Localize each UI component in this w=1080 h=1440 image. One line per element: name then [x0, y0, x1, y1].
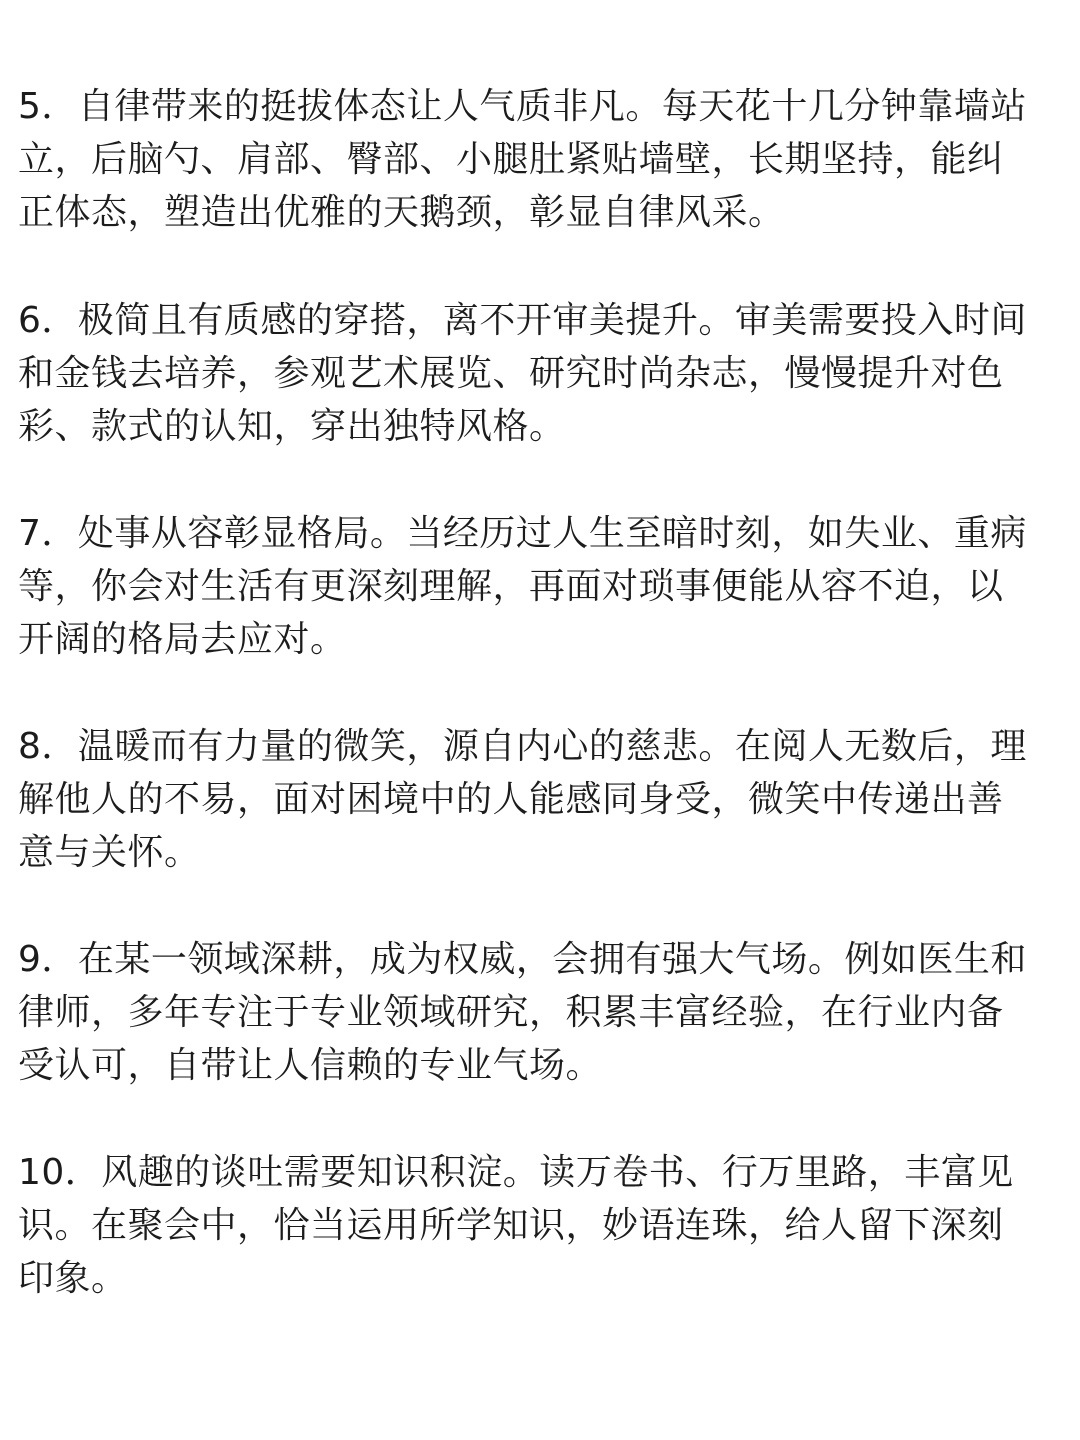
- paragraph-line: 印象。: [18, 1258, 128, 1299]
- paragraph-line: 开阔的格局去应对。: [18, 619, 347, 660]
- paragraph-line: 等，你会对生活有更深刻理解，再面对琐事便能从容不迫，以: [18, 566, 1004, 607]
- paragraph-line: 正体态，塑造出优雅的天鹅颈，彰显自律风采。: [18, 192, 785, 233]
- paragraph-line: 律师，多年专注于专业领域研究，积累丰富经验，在行业内备: [18, 992, 1004, 1033]
- paragraph-tip-10: [18, 1146, 1062, 1305]
- paragraph-line: 意与关怀。: [18, 832, 201, 873]
- paragraph-line: 10．风趣的谈吐需要知识积淀。读万卷书、行万里路，丰富见: [18, 1152, 1014, 1193]
- paragraph-line: 8．温暖而有力量的微笑，源自内心的慈悲。在阅人无数后，理: [18, 726, 1027, 767]
- paragraph-line: 识。在聚会中，恰当运用所学知识，妙语连珠，给人留下深刻: [18, 1205, 1004, 1246]
- paragraph-line: 5．自律带来的挺拔体态让人气质非凡。每天花十几分钟靠墙站: [18, 86, 1027, 127]
- paragraph-line: 和金钱去培养，参观艺术展览、研究时尚杂志，慢慢提升对色: [18, 353, 1004, 394]
- paragraph-line: 彩、款式的认知，穿出独特风格。: [18, 406, 566, 447]
- paragraph-line: 9．在某一领域深耕，成为权威，会拥有强大气场。例如医生和: [18, 939, 1027, 980]
- paragraph-tip-9: [18, 933, 1062, 1092]
- paragraph-line: 受认可，自带让人信赖的专业气场。: [18, 1045, 603, 1086]
- paragraph-line: 解他人的不易，面对困境中的人能感同身受，微笑中传递出善: [18, 779, 1004, 820]
- paragraph-tip-5: [18, 80, 1062, 239]
- paragraph-line: 6．极简且有质感的穿搭，离不开审美提升。审美需要投入时间: [18, 300, 1027, 341]
- paragraph-tip-7: [18, 507, 1062, 666]
- paragraph-tip-6: [18, 294, 1062, 453]
- paragraph-line: 7．处事从容彰显格局。当经历过人生至暗时刻，如失业、重病: [18, 513, 1027, 554]
- paragraph-line: 立，后脑勺、肩部、臀部、小腿肚紧贴墙壁，长期坚持，能纠: [18, 139, 1004, 180]
- paragraph-tip-8: [18, 720, 1062, 879]
